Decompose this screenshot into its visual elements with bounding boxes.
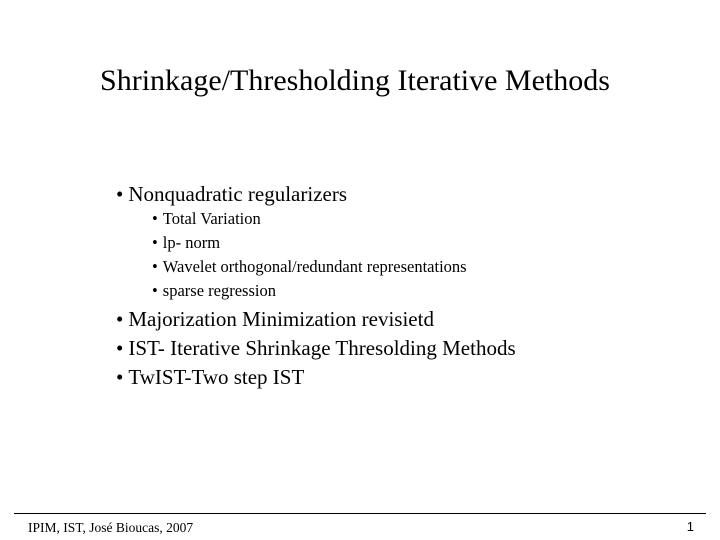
bullet-dot-icon: •	[116, 307, 124, 331]
bullet-dot-icon: •	[152, 281, 158, 300]
bullet-text: Majorization Minimization revisietd	[128, 307, 434, 331]
footer-divider	[14, 513, 706, 514]
bullet-item	[116, 306, 676, 332]
bullet-item	[116, 181, 676, 207]
sub-bullet-item	[116, 279, 676, 303]
sub-bullet-item	[116, 231, 676, 255]
bullet-item	[116, 335, 676, 361]
sub-bullet-item	[116, 207, 676, 231]
bullet-item	[116, 364, 676, 390]
footer-credit: IPIM, IST, José Bioucas, 2007	[28, 520, 194, 535]
slide-title: Shrinkage/Thresholding Iterative Methods	[100, 64, 610, 97]
bullet-text: Nonquadratic regularizers	[128, 182, 348, 206]
sub-bullet-text: Total Variation	[162, 209, 261, 228]
bullet-dot-icon: •	[116, 365, 124, 389]
bullet-dot-icon: •	[116, 336, 124, 360]
sub-bullet-text: Wavelet orthogonal/redundant representations	[162, 257, 467, 276]
bullet-dot-icon: •	[152, 209, 158, 228]
sub-bullet-text: sparse regression	[162, 281, 276, 300]
sub-bullet-text: lp- norm	[162, 233, 221, 252]
sub-bullet-item	[116, 255, 676, 279]
bullet-list	[116, 181, 676, 390]
bullet-dot-icon: •	[152, 233, 158, 252]
bullet-dot-icon: •	[116, 182, 124, 206]
bullet-text: IST- Iterative Shrinkage Thresolding Methods	[128, 336, 516, 360]
bullet-text: TwIST-Two step IST	[128, 365, 305, 389]
page-number: 1	[686, 519, 694, 534]
bullet-dot-icon: •	[152, 257, 158, 276]
